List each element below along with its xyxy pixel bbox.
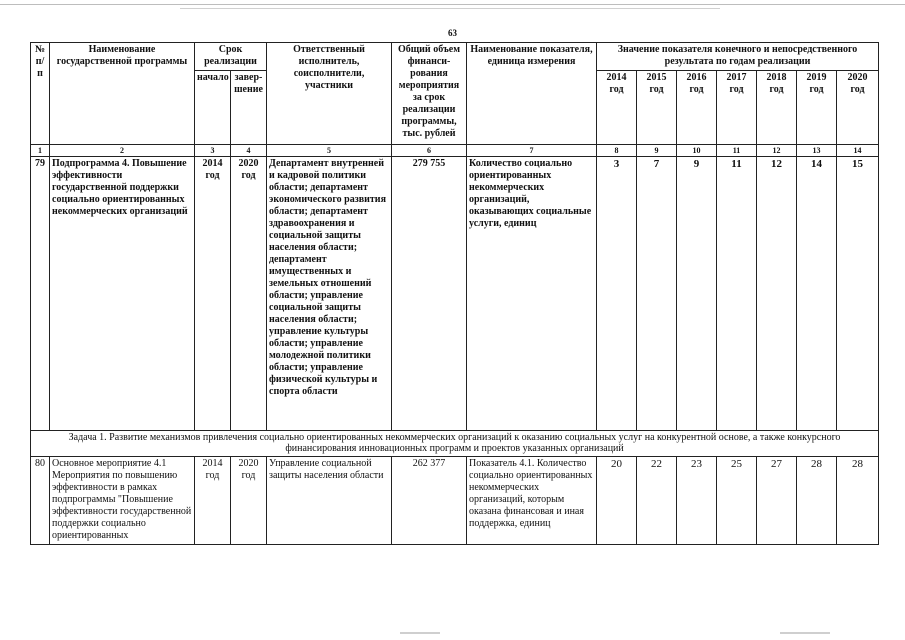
responsible-list: Управление социальной защиты населения области xyxy=(267,457,392,545)
header-year-2016: 2016 год xyxy=(677,71,717,145)
col-number: 14 xyxy=(837,145,879,157)
funding-volume: 262 377 xyxy=(392,457,467,545)
header-results: Значение показателя конечного и непосредственного результата по годам реализации xyxy=(597,43,879,71)
responsible-list: Департамент внутренней и кадровой политики области; департамент экономического развития области; департамент здравоохранения и социальной защиты населения области; департамент имущественных и земельных отношений области; управление социальной защиты населения области; управление культуры области; управление молодежной политики области; управление физической культуры и спорта области xyxy=(267,157,392,431)
col-number: 3 xyxy=(195,145,231,157)
col-number: 4 xyxy=(231,145,267,157)
header-year-2014: 2014 год xyxy=(597,71,637,145)
start-year: 2014 год xyxy=(195,157,231,431)
value-2019: 28 xyxy=(797,457,837,545)
col-number: 2 xyxy=(50,145,195,157)
value-2020: 28 xyxy=(837,457,879,545)
value-2020: 15 xyxy=(837,157,879,431)
indicator-name: Количество социально ориентированных некоммерческих организаций, оказывающих социальные услуги, единиц xyxy=(467,157,597,431)
header-year-2017: 2017 год xyxy=(717,71,757,145)
task-row xyxy=(31,431,879,457)
col-number: 11 xyxy=(717,145,757,157)
value-2014: 3 xyxy=(597,157,637,431)
col-number: 1 xyxy=(31,145,50,157)
col-number: 9 xyxy=(637,145,677,157)
funding-volume: 279 755 xyxy=(392,157,467,431)
value-2014: 20 xyxy=(597,457,637,545)
scan-top-edge xyxy=(0,4,905,5)
scan-top-edge-inner xyxy=(180,8,720,9)
program-table xyxy=(30,42,879,545)
header-indicator: Наименование показателя, единица измерения xyxy=(467,43,597,145)
value-2019: 14 xyxy=(797,157,837,431)
col-number: 13 xyxy=(797,145,837,157)
program-name: Основное мероприятие 4.1 Мероприятия по повышению эффективности в рамках подпрограммы "Повышение эффективности государственной поддержки социально ориентированных xyxy=(50,457,195,545)
header-num: № п/п xyxy=(31,43,50,145)
header-term: Срок реализации xyxy=(195,43,267,71)
program-name: Подпрограмма 4. Повышение эффективности государственной поддержки социально ориентированных некоммерческих организаций xyxy=(50,157,195,431)
page-number: 63 xyxy=(448,28,457,38)
header-year-2018: 2018 год xyxy=(757,71,797,145)
header-year-2015: 2015 год xyxy=(637,71,677,145)
row-number: 79 xyxy=(31,157,50,431)
value-2018: 12 xyxy=(757,157,797,431)
value-2015: 7 xyxy=(637,157,677,431)
col-number: 8 xyxy=(597,145,637,157)
value-2018: 27 xyxy=(757,457,797,545)
scan-bottom-mark xyxy=(400,632,440,634)
col-number: 5 xyxy=(267,145,392,157)
end-year: 2020 год xyxy=(231,457,267,545)
col-number: 10 xyxy=(677,145,717,157)
col-number: 12 xyxy=(757,145,797,157)
end-year: 2020 год xyxy=(231,157,267,431)
col-number: 7 xyxy=(467,145,597,157)
header-row-1 xyxy=(31,43,879,71)
header-responsible: Ответственный исполнитель, соисполнители, участники xyxy=(267,43,392,145)
scan-bottom-mark xyxy=(780,632,830,634)
task-1-description: Задача 1. Развитие механизмов привлечения социально ориентированных некоммерческих организаций к оказанию социальных услуг на конкурентной основе, а также конкурсного финансирования инновационных программ и проектов указанных организаций xyxy=(31,431,879,457)
table-row-80 xyxy=(31,457,879,545)
header-year-2019: 2019 год xyxy=(797,71,837,145)
header-volume: Общий объем финанси-рования мероприятия за срок реализации программы, тыс. рублей xyxy=(392,43,467,145)
header-term-start: начало xyxy=(195,71,231,145)
value-2017: 11 xyxy=(717,157,757,431)
indicator-name: Показатель 4.1. Количество социально ориентированных некоммерческих организаций, которым оказана финансовая и иная поддержка, единиц xyxy=(467,457,597,545)
row-number: 80 xyxy=(31,457,50,545)
start-year: 2014 год xyxy=(195,457,231,545)
header-year-2020: 2020 год xyxy=(837,71,879,145)
value-2016: 23 xyxy=(677,457,717,545)
value-2015: 22 xyxy=(637,457,677,545)
col-number: 6 xyxy=(392,145,467,157)
header-term-end: завер-шение xyxy=(231,71,267,145)
column-number-row xyxy=(31,145,879,157)
value-2017: 25 xyxy=(717,457,757,545)
value-2016: 9 xyxy=(677,157,717,431)
table-row-79 xyxy=(31,157,879,431)
header-program: Наименование государственной программы xyxy=(50,43,195,145)
